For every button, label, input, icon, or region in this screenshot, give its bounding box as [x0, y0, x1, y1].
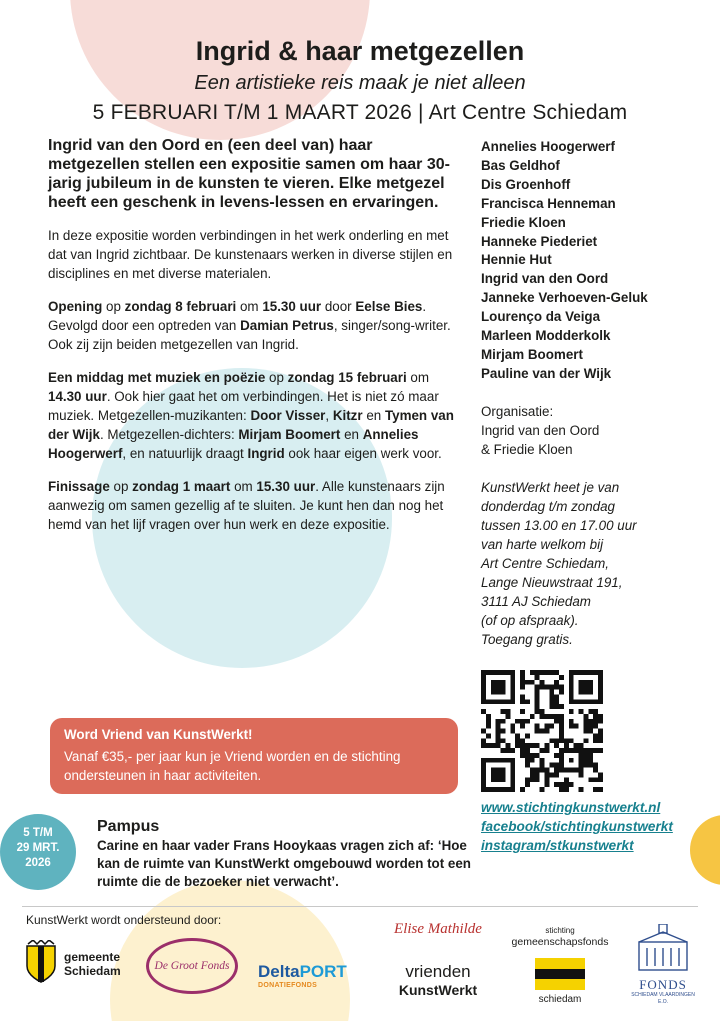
finissage-label: Finissage — [48, 479, 110, 494]
artist-item: Hanneke Piederiet — [481, 233, 598, 249]
hours-line: tussen 13.00 en 17.00 uur — [481, 518, 637, 533]
date-location-line: 5 FEBRUARI T/M 1 MAART 2026 | Art Centre Schiedam — [92, 101, 628, 124]
hours-line: Toegang gratis. — [481, 632, 573, 647]
hours-line: van harte welkom bij — [481, 537, 604, 552]
text-fragment: . Gevolgd door een optreden van — [48, 299, 427, 333]
poet-name: Annelies Hoogerwerf — [48, 427, 419, 461]
social-links — [481, 798, 711, 855]
main-column — [48, 136, 458, 548]
hours-line: (of op afspraak). — [481, 613, 579, 628]
text-fragment: op — [265, 370, 288, 385]
signature-text: Elise Mathilde — [394, 921, 482, 937]
sponsor-text: Schiedam — [64, 964, 121, 978]
sponsor-text: KunstWerkt — [398, 982, 478, 998]
text-fragment: . Alle kunstenaars zijn aanwezig om samen gezellig af te sluiten. Je kunt hen dan nog het hemd van het lijf vragen over hun werk en deze expositie. — [48, 479, 445, 532]
middag-paragraph — [48, 368, 458, 463]
text-fragment: ook haar eigen werk voor. — [284, 446, 442, 461]
description-text: In deze expositie worden verbindingen in het werk onderling en met dat van Ingrid zichtbaar. De kunstenaars werken in diverse stijlen en disciplines en met diverse materialen. — [48, 228, 453, 281]
musician-name: Door Visser — [250, 408, 326, 423]
text-fragment: , en natuurlijk draagt — [122, 446, 248, 461]
text-fragment: en — [340, 427, 363, 442]
musician-name: Tymen van der Wijk — [48, 408, 454, 442]
text-fragment: . Ook hier gaat het om verbindingen. Het is niet zó maar muziek. Metgezellen-muzikanten: — [48, 389, 439, 423]
schiedam-shield-icon — [24, 940, 58, 984]
text-fragment: en — [362, 408, 385, 423]
sponsor-text: DONATIEFONDS — [258, 982, 318, 989]
sponsor-text: SCHIEDAM VLAARDINGEN E.O. — [631, 992, 695, 1005]
website-link[interactable]: www.stichtingkunstwerkt.nl — [481, 800, 661, 815]
hours-line: Lange Nieuwstraat 191, — [481, 575, 623, 590]
artist-item: Annelies Hoogerwerf — [481, 139, 615, 154]
artist-name: Ingrid — [247, 446, 285, 461]
organisation-block — [481, 402, 701, 459]
artist-item: Janneke Verhoeven-Geluk — [481, 290, 648, 306]
badge-line: 2026 — [25, 857, 51, 869]
opening-date: zondag 8 februari — [124, 299, 237, 314]
artist-item: Ingrid van den Oord — [481, 271, 609, 287]
artist-item: Dis Groenhoff — [481, 176, 571, 192]
gemeenschapsfonds-logo — [508, 926, 612, 1006]
text-fragment: op — [109, 479, 133, 494]
badge-line: 5 T/M — [23, 827, 53, 839]
pampus-title: Pampus — [97, 818, 160, 835]
text-fragment: om — [406, 370, 430, 385]
hours-line: KunstWerkt heet je van — [481, 480, 620, 495]
building-icon — [633, 924, 693, 972]
schiedam-flag-icon — [535, 958, 585, 990]
support-label: KunstWerkt wordt ondersteund door: — [26, 913, 222, 927]
intro-text: Ingrid van den Oord en (een deel van) haar metgezellen stellen een expositie samen om haar 30-jarig jubileum in de kunsten te vieren. Elke metgezel heeft een geschenk in levens-lessen en ervaringen. — [48, 137, 450, 211]
pampus-date-badge — [0, 814, 76, 890]
facebook-link[interactable]: facebook/stichtingkunstwerkt — [481, 819, 673, 834]
middag-date: zondag 15 februari — [287, 370, 407, 385]
text-fragment: . Metgezellen-dichters: — [99, 427, 239, 442]
schiedam-name — [64, 950, 121, 978]
badge-line: 29 MRT. — [16, 842, 60, 854]
sponsor-text: De Groot Fonds — [154, 960, 230, 972]
sponsor-text: FONDS — [639, 977, 687, 992]
hours-line: Art Centre Schiedam, — [481, 556, 610, 571]
vriend-callout — [50, 718, 458, 794]
vriend-text: Vanaf €35,- per jaar kun je Vriend worden en de stichting ondersteunen in haar activiteiten. — [64, 749, 401, 783]
text-fragment: op — [102, 299, 125, 314]
page-subtitle: Een artistieke reis maak je niet alleen — [194, 72, 526, 94]
text-fragment: door — [321, 299, 356, 314]
artist-item: Bas Geldhof — [481, 157, 560, 173]
artist-item: Lourenço da Veiga — [481, 309, 601, 325]
pampus-text: Carine en haar vader Frans Hooykaas vragen zich af: ‘Hoe kan de ruimte van KunstWerkt omgebouwd worden tot een ruimte die de bezoeker niet verwacht’. — [97, 838, 471, 889]
deltaport-logo — [258, 962, 370, 1002]
artist-item: Pauline van der Wijk — [481, 365, 612, 381]
artist-item: Hennie Hut — [481, 252, 552, 268]
artist-item: Francisca Henneman — [481, 195, 616, 211]
text-fragment: om — [230, 479, 257, 494]
sponsor-text: Delta — [258, 962, 300, 981]
sponsor-text: vrienden — [405, 962, 471, 981]
text-fragment: om — [236, 299, 263, 314]
schiedam-logo — [24, 940, 134, 990]
page-title: Ingrid & haar metgezellen — [195, 36, 525, 66]
artist-item: Friedie Kloen — [481, 214, 566, 230]
organisation-line: Ingrid van den Oord — [481, 423, 600, 438]
degroot-fonds-logo — [146, 938, 238, 994]
text-fragment: , — [325, 408, 333, 423]
artist-list — [481, 138, 701, 384]
hours-line: 3111 AJ Schiedam — [481, 594, 591, 609]
sponsor-logos — [0, 921, 720, 1020]
fonds-schiedam-logo — [626, 924, 700, 1004]
opening-speaker: Eelse Bies — [355, 299, 423, 314]
finissage-date: zondag 1 maart — [132, 479, 231, 494]
opening-time: 15.30 uur — [262, 299, 322, 314]
vrienden-kunstwerkt-logo — [388, 918, 488, 998]
opening-hours-block — [481, 478, 701, 649]
middag-label: Een middag met muziek en poëzie — [48, 370, 266, 385]
opening-performer: Damian Petrus — [240, 318, 334, 333]
pampus-block — [97, 817, 487, 891]
organisation-line: & Friedie Kloen — [481, 442, 573, 457]
vriend-title: Word Vriend van KunstWerkt! — [64, 727, 253, 742]
organisation-label: Organisatie: — [481, 404, 554, 419]
hours-line: donderdag t/m zondag — [481, 499, 616, 514]
sponsor-text: schiedam — [538, 994, 582, 1005]
instagram-link[interactable]: instagram/stkunstwerkt — [481, 838, 634, 853]
middag-time: 14.30 uur — [48, 389, 107, 404]
poet-name: Mirjam Boomert — [238, 427, 341, 442]
opening-label: Opening — [48, 299, 103, 314]
sponsor-text: gemeente — [64, 950, 121, 964]
opening-paragraph — [48, 297, 458, 354]
sponsor-text: PORT — [299, 962, 347, 981]
text-fragment: , singer/song-writer. Ook zij zijn beiden metgezellen van Ingrid. — [48, 318, 451, 352]
footer-divider — [22, 906, 698, 907]
artist-item: Marleen Modderkolk — [481, 328, 611, 344]
musician-name: Kitzr — [332, 408, 363, 423]
finissage-time: 15.30 uur — [256, 479, 316, 494]
qr-code-icon[interactable] — [481, 670, 603, 792]
artist-item: Mirjam Boomert — [481, 346, 583, 362]
finissage-paragraph — [48, 477, 458, 534]
sponsor-text: gemeenschapsfonds — [511, 936, 609, 948]
sponsor-text: stichting — [545, 926, 575, 935]
